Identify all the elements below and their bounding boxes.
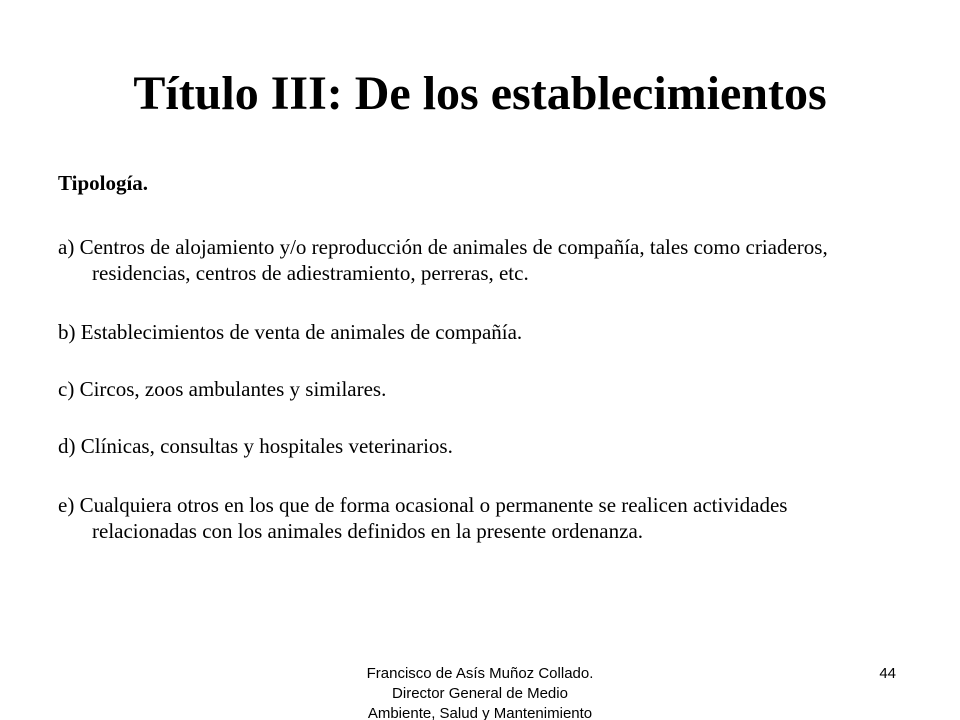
footer-line-1: Francisco de Asís Muñoz Collado. bbox=[366, 665, 594, 682]
list-item-a: a) Centros de alojamiento y/o reproducción de animales de compañía, tales como criaderos, residencias, centros de adiestramiento, perreras, etc. bbox=[58, 235, 828, 285]
list-item-d: d) Clínicas, consultas y hospitales veterinarios. bbox=[58, 434, 453, 458]
list-item-c: c) Circos, zoos ambulantes y similares. bbox=[58, 377, 387, 401]
footer-line-3: Ambiente, Salud y Mantenimiento bbox=[367, 705, 593, 720]
footer-author bbox=[320, 664, 640, 720]
footer-line-2: Director General de Medio bbox=[392, 685, 568, 702]
list-item-e: e) Cualquiera otros en los que de forma ocasional o permanente se realicen actividades relacionadas con los animales definidos en la presente ordenanza. bbox=[58, 493, 788, 543]
typology-list bbox=[58, 234, 888, 544]
slide-title: Título III: De los establecimientos bbox=[133, 67, 827, 120]
page-number: 44 bbox=[879, 665, 896, 682]
section-subtitle: Tipología. bbox=[58, 171, 149, 195]
list-item-b: b) Establecimientos de venta de animales de compañía. bbox=[58, 320, 523, 344]
